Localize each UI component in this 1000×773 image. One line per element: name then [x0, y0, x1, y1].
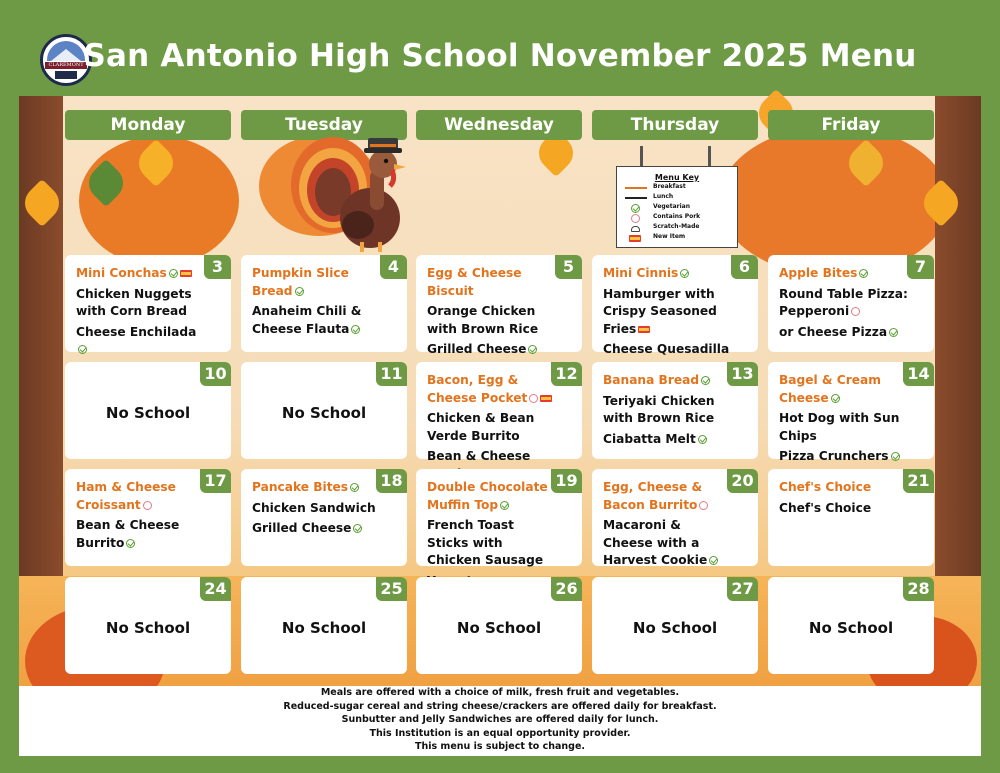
day-cell [592, 255, 758, 356]
no-school-label: No School [632, 619, 718, 637]
menu-item-text: Chef's Choice [779, 500, 872, 515]
lunch-item [603, 393, 732, 428]
breakfast-item [76, 479, 205, 514]
day-cell [416, 255, 582, 356]
vegetarian-icon [709, 556, 718, 565]
pork-icon [699, 501, 708, 510]
no-school-label: No School [808, 619, 894, 637]
menu-item-text: Grilled Cheese [252, 521, 352, 535]
vegetarian-icon [528, 345, 537, 354]
vegetarian-icon [78, 345, 87, 354]
day-header-wednesday: Wednesday [416, 110, 582, 140]
date-badge: 6 [731, 255, 758, 279]
footer-line: This menu is subject to change. [414, 741, 586, 752]
vegetarian-icon [169, 269, 178, 278]
menu-item-text: Grilled Cheese [427, 342, 527, 356]
menu-item-text: Cheese Enchilada [76, 324, 197, 339]
vegetarian-icon [889, 328, 898, 337]
lunch-item [76, 286, 205, 321]
day-cell [592, 577, 758, 674]
menu-item-text: Bacon, Egg & Cheese Pocket [427, 373, 528, 405]
vegetarian-icon [351, 325, 360, 334]
date-badge: 3 [204, 255, 231, 279]
day-cell [65, 362, 231, 459]
menu-item-text: Egg, Cheese & Bacon Burrito [603, 480, 703, 512]
vegetarian-icon [126, 539, 135, 548]
day-cell [241, 469, 407, 566]
breakfast-item [779, 479, 908, 497]
day-cell [768, 255, 934, 352]
date-badge: 25 [376, 577, 407, 601]
date-badge: 24 [200, 577, 231, 601]
lunch-item [427, 341, 556, 359]
day-cell [768, 577, 934, 674]
menu-item-text: Pumpkin Slice Bread [252, 266, 349, 298]
key-lunch: Lunch [617, 192, 737, 202]
lunch-item [603, 517, 732, 570]
menu-item-text: Bean & Cheese [427, 449, 531, 463]
pork-icon [851, 307, 860, 316]
day-cell [65, 255, 231, 352]
no-school-label: No School [105, 404, 191, 422]
lunch-item [603, 286, 732, 339]
day-header-thursday: Thursday [592, 110, 758, 140]
day-cell [768, 362, 934, 463]
date-badge: 19 [551, 469, 582, 493]
day-cell [65, 469, 231, 566]
menu-item-text: Hamburger with Crispy Seasoned Fries [603, 286, 717, 336]
day-header-monday: Monday [65, 110, 231, 140]
new-item-icon [180, 270, 192, 277]
chef-hat-icon [631, 226, 640, 232]
date-badge: 7 [907, 255, 934, 279]
menu-item-text: Ciabatta Melt [603, 431, 696, 446]
day-cell [416, 469, 582, 566]
menu-item-text: Pizza Crunchers [779, 449, 889, 463]
date-badge: 12 [551, 362, 582, 386]
key-breakfast: Breakfast [617, 182, 737, 192]
breakfast-item [252, 479, 381, 497]
menu-key [616, 166, 738, 248]
vegetarian-icon [680, 269, 689, 278]
breakfast-item [779, 372, 908, 407]
lunch-item [779, 324, 908, 342]
lunch-item [427, 410, 556, 445]
breakfast-item [427, 479, 556, 514]
key-contains-pork: Contains Pork [617, 212, 737, 222]
vegetarian-icon [701, 376, 710, 385]
date-badge: 11 [376, 362, 407, 386]
no-school-label: No School [456, 619, 542, 637]
footer-line: Reduced-sugar cereal and string cheese/crackers are offered daily for breakfast. [283, 700, 717, 712]
lunch-item [76, 324, 205, 359]
menu-item-text: Banana Bread [603, 373, 700, 387]
day-cell [241, 577, 407, 674]
breakfast-item [252, 265, 381, 300]
lunch-item [779, 448, 908, 466]
new-item-icon [638, 326, 650, 333]
date-badge: 18 [376, 469, 407, 493]
breakfast-item [76, 265, 205, 283]
no-school-label: No School [105, 619, 191, 637]
vegetarian-icon [859, 269, 868, 278]
page-title: San Antonio High School November 2025 Menu [83, 38, 917, 74]
breakfast-item [603, 479, 732, 514]
menu-item-text: Chicken Sandwich [252, 500, 376, 515]
day-cell [768, 469, 934, 566]
day-cell [592, 362, 758, 459]
footer-notes [19, 686, 981, 756]
no-school-label: No School [281, 619, 367, 637]
date-badge: 14 [903, 362, 934, 386]
menu-item-text: Double Chocolate Muffin Top [427, 480, 548, 512]
school-logo: CLAREMONT [40, 34, 92, 86]
lunch-item [779, 286, 908, 321]
lunch-item [779, 410, 908, 445]
menu-item-text: Chicken Nuggets with Corn Bread [76, 286, 192, 318]
vegetarian-icon [831, 394, 840, 403]
pork-icon [143, 501, 152, 510]
menu-item-text: Hot Dog with Sun Chips [779, 411, 900, 443]
menu-item-text: Chef's Choice [779, 480, 872, 494]
no-school-label: No School [281, 404, 367, 422]
vegetarian-icon [500, 501, 509, 510]
day-cell [65, 577, 231, 674]
vegetarian-icon [353, 524, 362, 533]
date-badge: 4 [380, 255, 407, 279]
breakfast-item [779, 265, 908, 283]
menu-item-text: Orange Chicken with Brown Rice [427, 304, 539, 336]
lunch-item [252, 500, 381, 518]
day-cell [416, 362, 582, 463]
menu-item-text: or Cheese Pizza [779, 324, 888, 339]
menu-item-text: Bean & Cheese Burrito [76, 518, 180, 550]
breakfast-item [603, 265, 732, 283]
vegetarian-icon [295, 287, 304, 296]
menu-item-text: Round Table Pizza: Pepperoni [779, 286, 908, 318]
lunch-item [779, 500, 908, 518]
lunch-item [427, 517, 556, 570]
date-badge: 26 [551, 577, 582, 601]
pork-icon [529, 394, 538, 403]
menu-item-text: Ham & Cheese Croissant [76, 480, 176, 512]
lunch-item [603, 431, 732, 449]
breakfast-item [427, 265, 556, 300]
key-scratch-made: Scratch-Made [617, 222, 737, 232]
menu-item-text: Teriyaki Chicken with Brown Rice [603, 393, 715, 425]
menu-item-text: French Toast Sticks with Chicken Sausage [427, 518, 544, 567]
lunch-item [252, 520, 381, 538]
day-cell [592, 469, 758, 566]
vegetarian-icon [631, 204, 640, 213]
date-badge: 10 [200, 362, 231, 386]
breakfast-item [427, 372, 556, 407]
key-new-item: New Item [617, 232, 737, 242]
day-header-friday: Friday [768, 110, 934, 140]
date-badge: 17 [200, 469, 231, 493]
footer-line: Meals are offered with a choice of milk, fresh fruit and vegetables. [320, 687, 680, 698]
header-bar [0, 0, 1000, 96]
menu-item-text: Apple Bites [779, 266, 858, 280]
menu-item-text: Egg & Cheese Biscuit [427, 266, 522, 298]
vegetarian-icon [891, 452, 900, 461]
date-badge: 5 [555, 255, 582, 279]
vegetarian-icon [698, 435, 707, 444]
menu-item-text: Mini Cinnis [603, 266, 679, 280]
date-badge: 28 [903, 577, 934, 601]
new-item-icon [540, 395, 552, 402]
pork-icon [631, 214, 640, 223]
new-item-icon [629, 235, 641, 242]
lunch-item [252, 303, 381, 338]
turkey-illustration [288, 130, 418, 254]
menu-item-text: Chicken & Bean Verde Burrito [427, 411, 535, 443]
day-cell [416, 577, 582, 674]
day-cell [241, 362, 407, 459]
day-header-tuesday: Tuesday [241, 110, 407, 140]
menu-item-text: Anaheim Chili & Cheese Flauta [252, 304, 362, 336]
footer-line: Sunbutter and Jelly Sandwiches are offered daily for lunch. [341, 714, 659, 725]
menu-item-text: Bagel & Cream Cheese [779, 373, 881, 405]
vegetarian-icon [350, 483, 359, 492]
menu-item-text: Pancake Bites [252, 480, 349, 494]
key-vegetarian: Vegetarian [617, 202, 737, 212]
breakfast-item [603, 372, 732, 390]
date-badge: 13 [727, 362, 758, 386]
day-cell [241, 255, 407, 352]
date-badge: 21 [903, 469, 934, 493]
footer-line: This Institution is an equal opportunity provider. [369, 727, 631, 739]
menu-key-title: Menu Key [654, 173, 700, 182]
menu-item-text: Mini Conchas [76, 266, 167, 280]
date-badge: 20 [727, 469, 758, 493]
lunch-item [76, 517, 205, 552]
menu-item-text: Cheese Quesadilla [603, 342, 730, 356]
date-badge: 27 [727, 577, 758, 601]
lunch-item [427, 303, 556, 338]
menu-item-text: Macaroni & Cheese with a Harvest Cookie [603, 518, 708, 567]
